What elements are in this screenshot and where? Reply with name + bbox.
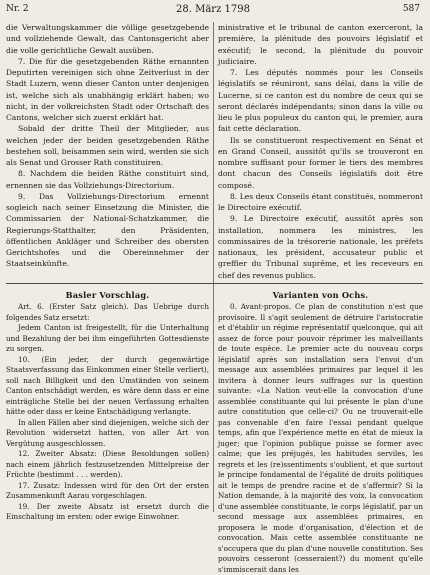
paragraph: die Verwaltungskammer die völlige gesetzgebende und vollziehende Gewalt, das Cantonsgericht aber die volle gerichtliche Gewalt ausüben. (6, 23, 209, 55)
page-number: 587 (402, 4, 420, 14)
paragraph: 7. Les députés nommés pour les Conseils législatifs se réuniront, sans délai, dans la ville de Lucerne, si ce canton est du nombre de ceux qui se seront déclarés indépendants; sinon dans la ville ou lieu le plus populeux du canton qui, le premier, aura fait cette déclaration. (218, 68, 423, 134)
paragraph: 0. Avant-propos. Ce plan de constitution n'est que provisoire. Il s'agit seulement de détruire l'aristocratie et d'établir un régime représentatif quelconque, qui ait assez de force pour pouvoir réprimer les malveillants de toute espèce. Le premier acte du nouveau corps législatif après son installation sera l'envoi d'un message aux assemblées primaires par lequel il les invitera à donner leurs suffrages sur la question suivante: «La Nation veut-elle la convocation d'une assemblée constituante qui lui présente le plan d'une autre constitution que celle-ci? Ou ne trouverait-elle pas convenable d'en faire l'essai pendant quelque temps, afin que l'expérience mette en état de mieux la juger; que l'opinion publique puisse se former avec calme; que les préjugés, les habitudes serviles, les regrets et les (re)ssentiments s'oublient, et que surtout le principe fondamental de l'égalité de droits politiques ait le temps de prendre racine et de s'affermir? Si la Nation demande, à la majorité des voix, la convocation d'une assemblée constituante, le corps législatif, par un second message aux assemblées primaires, en proposera le mode d'organisation, d'élection et de convocation. Mais cette assemblée constituante ne s'occupera que du plan d'une nouvelle constitution. Ses pouvoirs cesseront (cesseraient?) du moment qu'elle s'immiscerait dans les (218, 302, 423, 574)
section-divider (6, 283, 423, 284)
paragraph: 10. (Ein jeder, der durch gegenwärtige Staatsverfassung das Einkommen einer Stelle verliert), soll nach Billigkeit und den Umständen von seinem Canton entschädigt werden, es wäre denn dass er eine einträgliche Stelle bei der neuen Verfassung erhalten hätte oder dass er keine Entschädigung verlangte. (6, 354, 209, 416)
page-date: 28. März 1798 (176, 4, 250, 15)
paragraph: 12. Zweiter Absatz: (Diese Besoldungen sollen) nach einem jährlich festzusetzenden Mittelpreise der Früchte (bestimmt . . . werden). (6, 449, 209, 479)
french-constitution-text (218, 22, 423, 281)
paragraph: Sobald der dritte Theil der Mitglieder, aus welchen jeder der beiden gesetzgebenden Räthe bestehen soll, beisammen sein wird, werden sie sich als Senat und Grosser Rath constituiren. (6, 124, 209, 167)
german-constitution-text (6, 22, 209, 270)
page-header (6, 4, 420, 18)
basler-proposal-text (6, 302, 209, 523)
paragraph: 19. Der zweite Absatz ist ersetzt durch die Einschaltung im ersten: oder ewige Einwohner. (6, 501, 209, 521)
paragraph: 9. Das Vollziehungs-Directorium ernennt sogleich nach seiner Einsetzung die Minister, die Commissarien der National-Schatzkammer, die Regierungs-Statthalter, den Präsidenten, öffentlichen Ankläger und Schreiber des obersten Gerichtshofes und die Obereinnehmer der Staatseinkünfte. (6, 191, 209, 269)
paragraph: In allen Fällen aber sind diejenigen, welche sich der Revolution widersetzt hatten, von aller Art von Vergütung ausgeschlossen. (6, 417, 209, 448)
paragraph: Art. 6. (Erster Satz gleich). Das Uebrige durch folgendes Satz ersetzt: (6, 302, 209, 322)
paragraph: Jedem Canton ist freigestellt, für die Unterhaltung und Bezahlung der bei ihm eingeführten Gottesdienste zu sorgen. (6, 323, 209, 353)
paragraph: 7. Die für die gesetzgebenden Räthe ernannten Deputirten vereinigen sich ohne Zeitverlust in der Stadt Luzern, wenn dieser Canton unter denjenigen ist, welche sich als unabhängig erklärt haben; wo nicht, in der volkreichsten Stadt oder Ortschaft des Cantons, welcher sich zuerst erklärt hat. (6, 56, 209, 122)
paragraph: 8. Les deux Conseils étant constitués, nommeront le Directoire exécutif. (218, 191, 423, 212)
paragraph: Ils se constitueront respectivement en Sénat et en Grand Conseil, aussitôt qu'ils se trouveront en nombre suffisant pour former le tiers des membres dont chacun des Conseils législatifs doit être composé. (218, 135, 423, 190)
basler-proposal-title: Basler Vorschlag. (65, 290, 150, 300)
issue-number: Nr. 2 (6, 4, 29, 14)
paragraph: 8. Nachdem die beiden Räthe constituirt sind, ernennen sie das Vollziehungs-Directorium. (6, 169, 209, 190)
paragraph: 9. Le Directoire exécutif, aussitôt après son installation, nommera les ministres, les commissaires de la trésorerie nationale, les préfets nationaux, les président, accusateur public et greffier du Tribunal suprême, et les receveurs en chef des revenus publics. (218, 214, 423, 280)
ochs-variants-text (218, 302, 423, 575)
column-divider (213, 22, 214, 512)
ochs-variants-title: Varianten von Ochs. (272, 290, 369, 300)
paragraph: 17. Zusatz: Indessen wird für den Ort der ersten Zusammenkunft Aarau vorgeschlagen. (6, 480, 209, 500)
paragraph: ministrative et le tribunal de canton exerceront, la première, la plénitude des pouvoirs législatif et exécutif; le second, la plénitude du pouvoir judiciaire. (218, 23, 423, 66)
